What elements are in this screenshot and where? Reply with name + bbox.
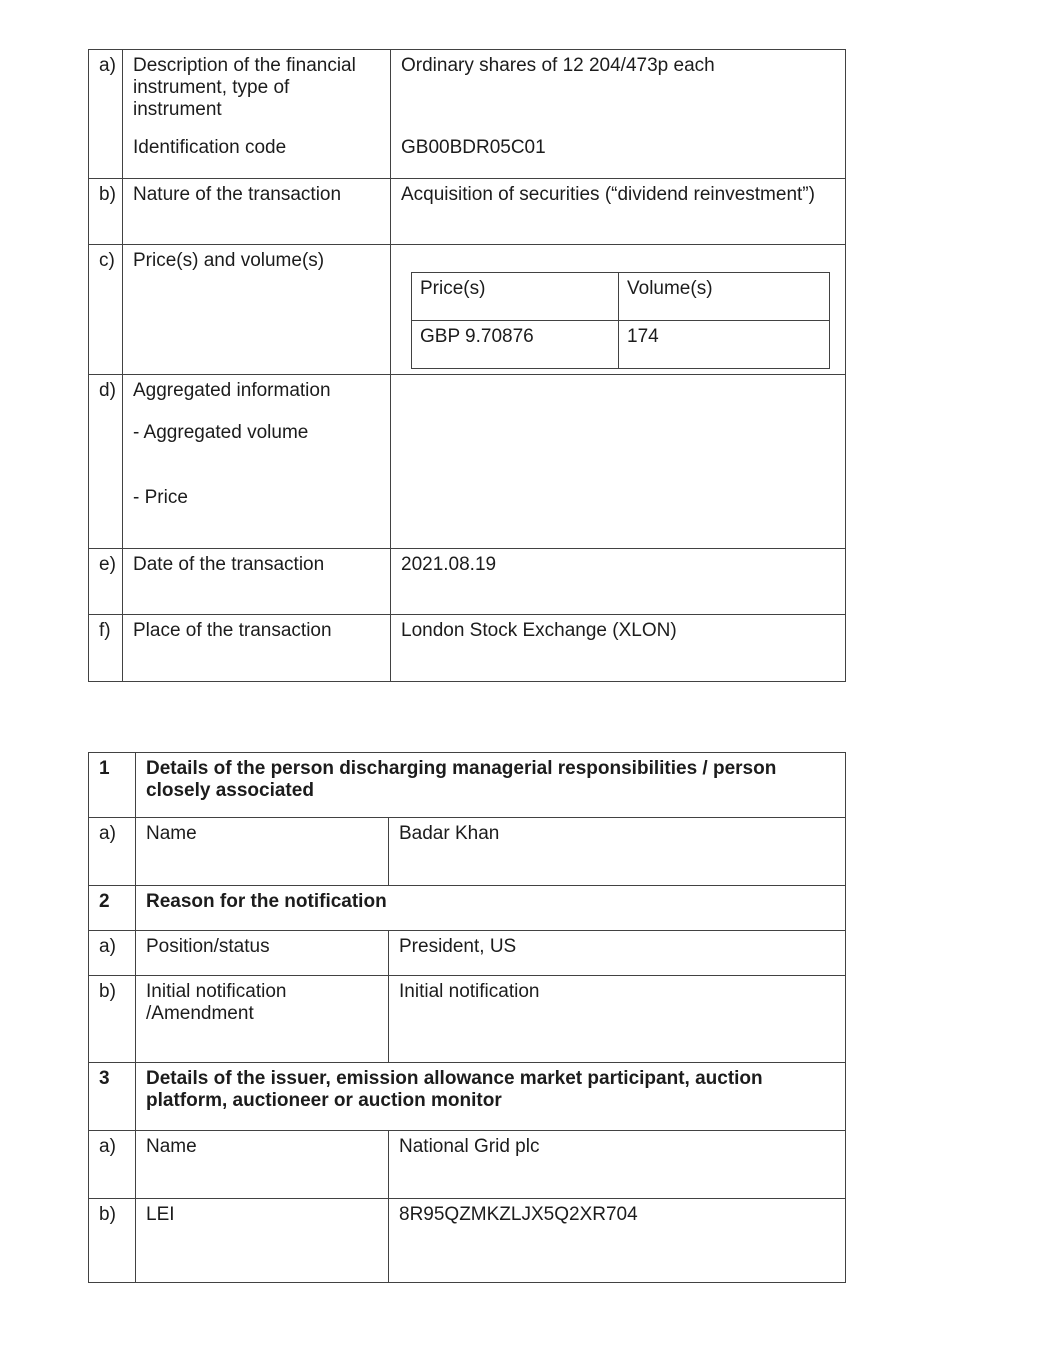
table-row-e	[89, 549, 846, 615]
row-letter: a)	[89, 1131, 136, 1199]
row-value	[391, 245, 846, 375]
row-value: National Grid plc	[389, 1131, 846, 1199]
section-number: 1	[89, 753, 136, 818]
row-letter: a)	[89, 818, 136, 886]
pdmr-notification-table	[88, 752, 846, 1283]
table-row-2b	[89, 976, 846, 1063]
table-row-f	[89, 615, 846, 682]
row-letter: b)	[89, 179, 123, 245]
row-letter: e)	[89, 549, 123, 615]
table-row-2a	[89, 931, 846, 976]
price-volume-value-row	[412, 321, 830, 369]
section-heading: Details of the issuer, emission allowance market participant, auction platform, auctioneer or auction monitor	[136, 1063, 846, 1131]
section-number: 2	[89, 886, 136, 931]
row-letter: d)	[89, 375, 123, 549]
section-heading: Details of the person discharging managerial responsibilities / person closely associated	[136, 753, 846, 818]
row-value: 8R95QZMKZLJX5Q2XR704	[389, 1199, 846, 1283]
table-row-3b	[89, 1199, 846, 1283]
row-label: Position/status	[136, 931, 389, 976]
row-label: Initial notification /Amendment	[136, 976, 389, 1063]
price-header: Price(s)	[412, 273, 619, 321]
price-volume-header-row	[412, 273, 830, 321]
row-value: 2021.08.19	[391, 549, 846, 615]
aggregated-volume-label: - Aggregated volume	[133, 422, 309, 443]
row-value: Initial notification	[389, 976, 846, 1063]
section-3-heading-row	[89, 1063, 846, 1131]
row-label: Nature of the transaction	[123, 179, 391, 245]
row-letter: a)	[89, 50, 123, 179]
row-label: LEI	[136, 1199, 389, 1283]
row-value: Acquisition of securities (“dividend reinvestment”)	[391, 179, 846, 245]
row-value	[391, 375, 846, 549]
section-1-heading-row	[89, 753, 846, 818]
row-label: Name	[136, 1131, 389, 1199]
row-value: London Stock Exchange (XLON)	[391, 615, 846, 682]
volume-value: 174	[619, 321, 830, 369]
table-row-1a	[89, 818, 846, 886]
table-row-b	[89, 179, 846, 245]
section-number: 3	[89, 1063, 136, 1131]
row-letter: b)	[89, 976, 136, 1063]
volume-header: Volume(s)	[619, 273, 830, 321]
value-secondary: GB00BDR05C01	[401, 137, 546, 158]
row-label: Date of the transaction	[123, 549, 391, 615]
row-letter: a)	[89, 931, 136, 976]
row-letter: f)	[89, 615, 123, 682]
row-label	[123, 50, 391, 179]
row-label: Price(s) and volume(s)	[123, 245, 391, 375]
row-value: Badar Khan	[389, 818, 846, 886]
transaction-details-table	[88, 49, 846, 682]
table-row-3a	[89, 1131, 846, 1199]
row-value	[391, 50, 846, 179]
value-primary: Ordinary shares of 12 204/473p each	[401, 55, 715, 76]
label-secondary: Identification code	[133, 137, 287, 158]
row-label: Place of the transaction	[123, 615, 391, 682]
aggregated-info-label: Aggregated information	[133, 380, 331, 401]
table-row-d	[89, 375, 846, 549]
row-letter: c)	[89, 245, 123, 375]
price-volume-table	[411, 272, 830, 369]
price-value: GBP 9.70876	[412, 321, 619, 369]
aggregated-price-label: - Price	[133, 487, 188, 508]
section-2-heading-row	[89, 886, 846, 931]
table-row-a	[89, 50, 846, 179]
row-label	[123, 375, 391, 549]
label-primary: Description of the financial instrument, type of instrument	[133, 55, 356, 120]
row-label: Name	[136, 818, 389, 886]
table-row-c	[89, 245, 846, 375]
row-letter: b)	[89, 1199, 136, 1283]
section-heading: Reason for the notification	[136, 886, 846, 931]
row-value: President, US	[389, 931, 846, 976]
